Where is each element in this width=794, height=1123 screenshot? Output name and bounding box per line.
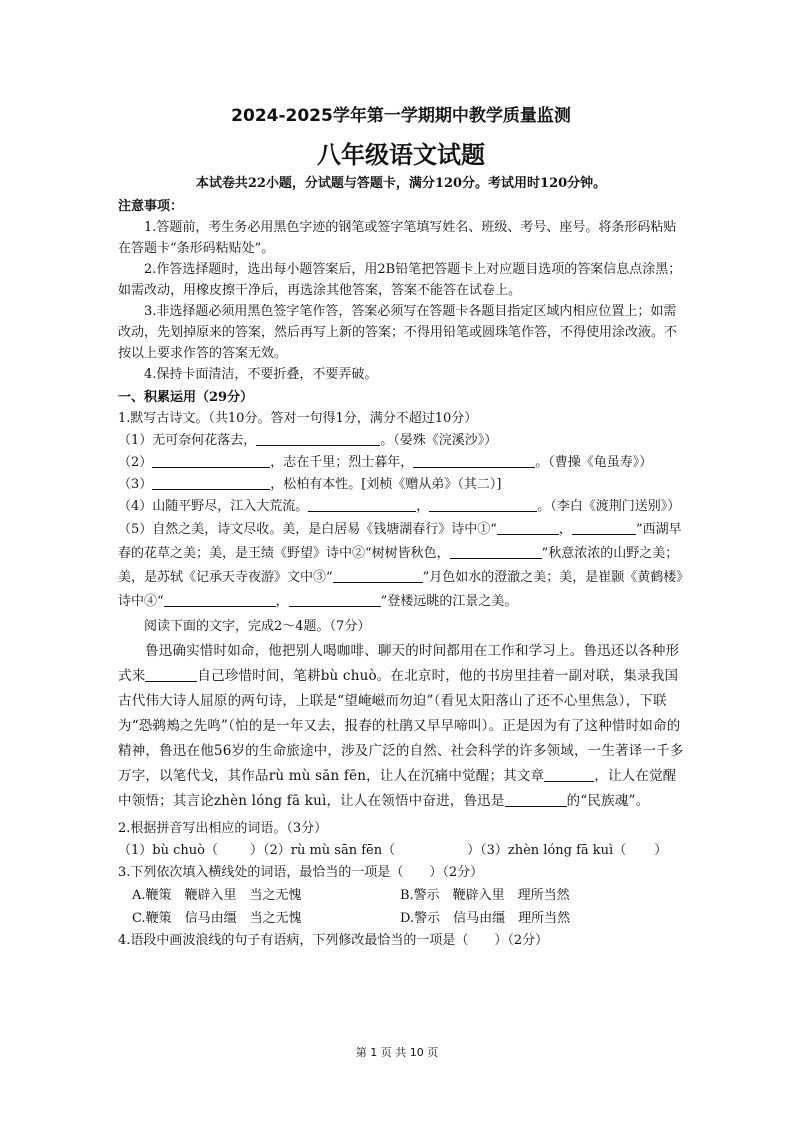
- section-heading: 一、积累运用（29分）: [118, 390, 254, 405]
- answer-blank: [145, 667, 197, 682]
- answer-blank: [152, 453, 270, 468]
- passage-text-d: 的“民族魂”。: [566, 793, 650, 809]
- passage-text-c: ，让人在觉醒中领悟；其言论zhèn lóng fā kuì，让人在领悟中奋进，鲁迅是: [118, 768, 677, 809]
- passage-text-a: 鲁迅确实惜时如命，他把别人喝咖啡、聊天的时间都用在工作和学习上。鲁迅还以各种形式来: [118, 643, 680, 684]
- q1-line-3: [118, 474, 684, 496]
- q2-part-1: （1）bù chuò（: [118, 843, 218, 858]
- notice-item-2: 2.作答选择题时，选出每小题答案后，用2B铅笔把答题卡上对应题目选项的答案信息点涂黑；如需改动，用橡皮擦干净后，再选涂其他答案，答案不能答在试卷上。: [118, 262, 682, 298]
- exam-subtitle: 八年级语文试题: [317, 141, 485, 169]
- notice-heading: 注意事项：: [118, 199, 184, 214]
- answer-blank: [429, 497, 537, 512]
- page-footer: 第 1 页 共 10 页: [355, 1046, 439, 1059]
- q3-option-c: C.鞭策 信马由缰 当之无愧: [132, 911, 302, 926]
- notice-item-4: 4.保持卡面清洁，不要折叠，不要弄破。: [144, 367, 378, 382]
- q1-l2-text-c: 。（曹操《龟虽寿》）: [535, 455, 653, 470]
- answer-blank: [544, 767, 594, 782]
- q3-option-d: D.警示 信马由缰 理所当然: [400, 911, 571, 926]
- exam-title: 2024-2025学年第一学期期中教学质量监测: [231, 106, 571, 126]
- q1-line-2: [118, 452, 684, 474]
- q1-stem: 1.默写古诗文。（共10分。答对一句得1分，满分不超过10分）: [118, 411, 478, 426]
- q1-l2-text-a: （2）: [118, 455, 153, 470]
- notice-item-3: 3.非选择题必须用黑色签字笔作答，答案必须写在答题卡各题目指定区域内相应位置上；如需改动，先划掉原来的答案，然后再写上新的答案；不得用铅笔或圆珠笔作答，不得使用涂改液。不按以上要求作答的答案无效。: [118, 304, 678, 361]
- answer-blank: [289, 592, 381, 607]
- answer-blank: [413, 453, 535, 468]
- q1-l4-text-c: 。（李白《渡荆门送别》）: [537, 499, 681, 514]
- q2-part-4: ）: [654, 843, 668, 858]
- answer-blank: [256, 431, 380, 446]
- q1-l1-text-a: （1）无可奈何花落去，: [118, 433, 257, 448]
- q3-options-row-2: [118, 907, 684, 930]
- q2-stem: 2.根据拼音写出相应的词语。（3分）: [118, 821, 328, 836]
- q2-answers: [118, 840, 684, 862]
- q3-stem: 3.下列依次填入横线处的词语，最恰当的一项是（ ）（2分）: [118, 865, 484, 880]
- q1-l4-text-b: ，: [416, 499, 430, 514]
- answer-blank: [497, 520, 559, 535]
- q1-l1-text-b: 。（晏殊《浣溪沙》）: [380, 433, 498, 448]
- answer-blank: [308, 497, 416, 512]
- exam-intro: 本试卷共22小题，分试题与答题卡，满分120分。考试用时120分钟。: [195, 176, 607, 191]
- answer-blank: [152, 475, 270, 490]
- q1-p5-text-a: （5）自然之美，诗文尽收。美，是白居易《钱塘湖春行》诗中①“: [118, 522, 497, 537]
- q1-l3-text-a: （3）: [118, 477, 153, 492]
- q3-option-b: B.警示 鞭辟入里 理所当然: [400, 888, 570, 903]
- q1-line-1: [118, 430, 684, 452]
- reading-passage: [118, 639, 684, 814]
- q3-options-row-1: [118, 884, 684, 907]
- q1-p5-text-f: ，: [275, 594, 289, 609]
- answer-blank: [505, 792, 567, 807]
- q4-stem: 4.语段中画波浪线的句子有语病，下列修改最恰当的一项是（ ）（2分）: [118, 933, 549, 948]
- answer-blank: [572, 520, 636, 535]
- passage-text-b: 自己珍惜时间，笔耕bù chuò。在北京时，他的书房里挂着一副对联，集录我国古代伟大诗人屈原的两句诗，上联是“望崦嵫而勿迫”（看见太阳落山了还不心里焦急），下联为“恐鹈鴂之先鸣”（怕的是一年又去，报春的杜鹃又早早啼叫）。正是因为有了这种惜时如命的精神，鲁迅在他56岁的生命旅途中，涉及广泛的自然、社会科学的许多领域，一生著译一千多万字，以笔代戈，其作品rù mù sān fēn，让人在沉痛中觉醒；其文章: [118, 668, 684, 784]
- page-content: [118, 104, 684, 952]
- q1-p5-text-g: ”登楼远眺的江景之美。: [380, 594, 518, 609]
- q1-p5-text-e: ”月色如水的澄澈之美；美，是崔颢《黄鹤楼》诗中④“: [118, 570, 683, 609]
- q1-item-5: [118, 518, 684, 614]
- q3-option-a: A.鞭策 鞭辟入里 当之无愧: [132, 888, 302, 903]
- q1-l3-text-b: ，松柏有本性。[刘桢《赠从弟》（其二）]: [270, 477, 502, 492]
- answer-blank: [333, 568, 423, 583]
- notice-item-1: 1.答题前，考生务必用黑色字迹的钢笔或签字笔填写姓名、班级、考号、座号。将条形码粘贴在答题卡“条形码粘贴处”。: [118, 220, 677, 256]
- q1-l4-text-a: （4）山随平野尽，江入大荒流。: [118, 499, 309, 514]
- q2-part-2: ）（2）rù mù sān fēn（: [249, 843, 396, 858]
- reading-heading: 阅读下面的文字，完成2～4题。（7分）: [144, 619, 371, 634]
- q1-l2-text-b: ，志在千里；烈士暮年，: [270, 455, 414, 470]
- q1-p5-text-c: ”西湖早春的花草之美；美，是王绩《野望》诗中②“树树皆秋色，: [118, 522, 682, 561]
- answer-blank: [450, 544, 542, 559]
- q1-p5-text-b: ，: [558, 522, 572, 537]
- q1-line-4: [118, 496, 684, 518]
- q2-part-3: ）（3）zhèn lóng fā kuì（: [467, 843, 627, 858]
- answer-blank: [164, 592, 276, 607]
- q1-p5-text-d: ”秋意浓浓的山野之美；美，是苏轼《记承天寺夜游》文中③“: [118, 546, 679, 585]
